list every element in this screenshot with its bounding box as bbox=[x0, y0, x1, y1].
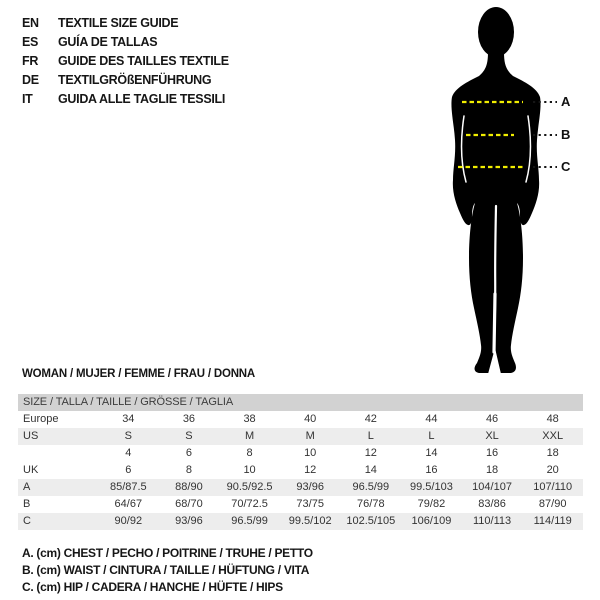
lang-title: TEXTILGRÖßENFÜHRUNG bbox=[58, 72, 212, 87]
lang-row-fr bbox=[22, 51, 229, 70]
silhouette-head bbox=[478, 7, 514, 57]
table-title: WOMAN / MUJER / FEMME / FRAU / DONNA bbox=[22, 368, 256, 380]
row-label: UK bbox=[23, 464, 39, 476]
lang-row-en bbox=[22, 13, 229, 32]
size-table bbox=[18, 394, 583, 530]
cell: 46 bbox=[485, 413, 499, 425]
cell: 70/72.5 bbox=[231, 498, 268, 510]
cell: 73/75 bbox=[296, 498, 324, 510]
calf-gap-line bbox=[494, 294, 495, 352]
cell: XL bbox=[485, 430, 499, 442]
cell: 8 bbox=[246, 447, 253, 459]
cell: 88/90 bbox=[175, 481, 203, 493]
cell: L bbox=[367, 430, 374, 442]
cell: 12 bbox=[364, 447, 377, 459]
cell: 110/113 bbox=[472, 515, 512, 527]
table-row-chest bbox=[18, 479, 583, 496]
cell: 4 bbox=[125, 447, 132, 459]
cell: 40 bbox=[304, 413, 317, 425]
cell: S bbox=[185, 430, 193, 442]
cell: 102.5/105 bbox=[346, 515, 396, 527]
cell: 44 bbox=[425, 413, 438, 425]
row-label: A bbox=[23, 481, 31, 493]
legend-hip: C. (cm) HIP / CADERA / HANCHE / HÜFTE / HIPS bbox=[22, 580, 283, 594]
lang-row-es bbox=[22, 32, 229, 51]
cell: 93/96 bbox=[296, 481, 324, 493]
cell: 106/109 bbox=[411, 515, 452, 527]
cell: 10 bbox=[304, 447, 317, 459]
lang-code: DE bbox=[22, 72, 39, 87]
lang-row-it bbox=[22, 89, 229, 108]
cell: 6 bbox=[125, 464, 132, 476]
cell: 6 bbox=[185, 447, 192, 459]
cell: 16 bbox=[425, 464, 438, 476]
cell: 16 bbox=[485, 447, 499, 459]
cell: 104/107 bbox=[472, 481, 512, 493]
cell: XXL bbox=[542, 430, 564, 442]
lang-code: ES bbox=[22, 34, 39, 49]
row-label: Europe bbox=[23, 413, 59, 425]
row-label bbox=[18, 445, 98, 462]
cell: 90.5/92.5 bbox=[226, 481, 273, 493]
cell: 107/110 bbox=[533, 481, 573, 493]
lang-title: GUIDE DES TAILLES TEXTILE bbox=[58, 53, 229, 68]
cell: 64/67 bbox=[114, 498, 143, 510]
woman-silhouette-figure bbox=[435, 4, 565, 375]
lang-code: FR bbox=[22, 53, 39, 68]
table-row-hip bbox=[18, 513, 583, 530]
table-row-uk bbox=[18, 462, 583, 479]
cell: 48 bbox=[546, 413, 559, 425]
lang-title: TEXTILE SIZE GUIDE bbox=[58, 15, 179, 30]
cell: 68/70 bbox=[175, 498, 203, 510]
table-header: SIZE / TALLA / TAILLE / GRÖSSE / TAGLIA bbox=[18, 394, 583, 411]
cell: 12 bbox=[304, 464, 317, 476]
lang-code: EN bbox=[22, 15, 39, 30]
cell: S bbox=[124, 430, 132, 442]
cell: 96.5/99 bbox=[231, 515, 268, 527]
row-label: B bbox=[23, 498, 31, 510]
cell: 79/82 bbox=[417, 498, 446, 510]
row-label: C bbox=[23, 515, 31, 527]
measure-label-b: B bbox=[561, 127, 571, 142]
cell: 18 bbox=[485, 464, 499, 476]
measure-label-a: A bbox=[561, 94, 571, 109]
cell: 10 bbox=[243, 464, 256, 476]
cell: 36 bbox=[182, 413, 196, 425]
table-row-waist bbox=[18, 496, 583, 513]
legend-waist: B. (cm) WAIST / CINTURA / TAILLE / HÜFTUNG / VITA bbox=[22, 563, 310, 577]
cell: L bbox=[428, 430, 435, 442]
cell: 20 bbox=[546, 464, 559, 476]
cell: 14 bbox=[425, 447, 438, 459]
cell: 85/87.5 bbox=[109, 481, 147, 493]
measurement-legend bbox=[22, 545, 313, 596]
language-title-block bbox=[22, 13, 229, 108]
cell: 18 bbox=[546, 447, 559, 459]
cell: 34 bbox=[122, 413, 135, 425]
cell: 93/96 bbox=[175, 515, 203, 527]
cell: 87/90 bbox=[538, 498, 567, 510]
cell: M bbox=[305, 430, 315, 442]
cell: 8 bbox=[185, 464, 192, 476]
cell: 99.5/103 bbox=[410, 481, 453, 493]
cell: 96.5/99 bbox=[352, 481, 390, 493]
cell: 99.5/102 bbox=[288, 515, 332, 527]
table-row-us bbox=[18, 428, 583, 445]
cell: 90/92 bbox=[114, 515, 143, 527]
lang-title: GUÍA DE TALLAS bbox=[58, 34, 158, 49]
lang-title: GUIDA ALLE TAGLIE TESSILI bbox=[58, 91, 226, 106]
cell: 14 bbox=[364, 464, 377, 476]
legend-chest: A. (cm) CHEST / PECHO / POITRINE / TRUHE / PETTO bbox=[22, 546, 313, 560]
cell: 114/119 bbox=[533, 515, 572, 527]
lang-code: IT bbox=[22, 91, 33, 106]
row-label: US bbox=[23, 430, 39, 442]
table-row-europe bbox=[18, 411, 583, 428]
measure-label-c: C bbox=[561, 159, 571, 174]
lang-row-de bbox=[22, 70, 229, 89]
cell: 38 bbox=[243, 413, 256, 425]
cell: 42 bbox=[364, 413, 377, 425]
cell: 83/86 bbox=[478, 498, 506, 510]
cell: M bbox=[244, 430, 255, 442]
cell: 76/78 bbox=[357, 498, 385, 510]
table-row-us-numeric bbox=[18, 445, 583, 462]
